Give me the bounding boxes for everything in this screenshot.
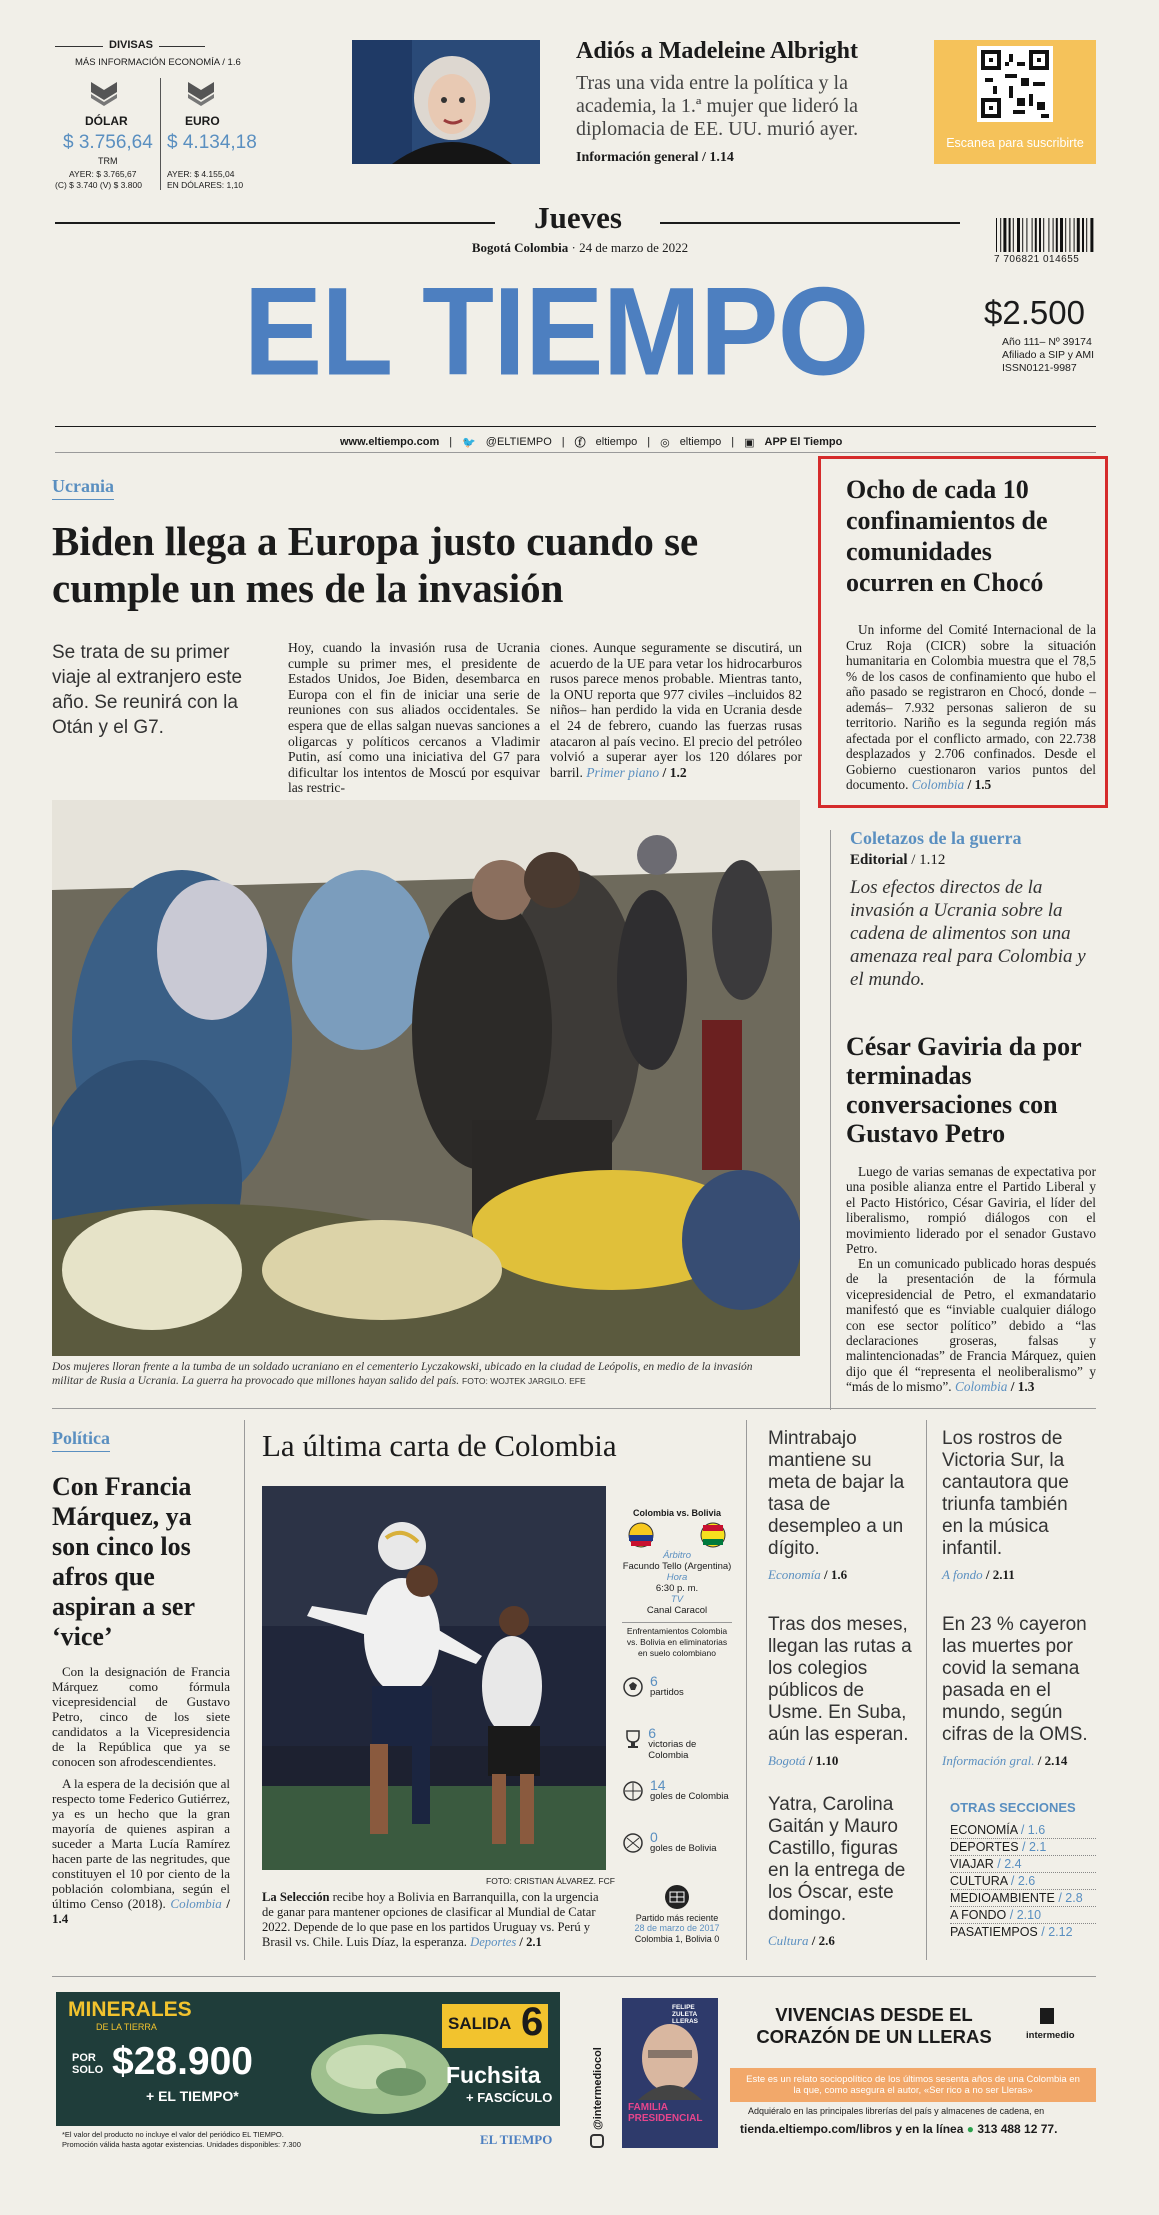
minerals-por: POR SOLO (72, 2052, 104, 2076)
brief-section: Cultura (768, 1933, 809, 1948)
barcode-bar (1022, 218, 1023, 252)
gaviria-p2 (846, 1256, 1096, 1395)
football-photo (262, 1486, 606, 1870)
masthead-nameplate[interactable]: EL TIEMPO (243, 262, 869, 402)
barcode-bar (1082, 218, 1084, 252)
football-credit: FOTO: CRISTIAN ÁLVAREZ. FCF (486, 1876, 615, 1886)
minerals-title: MINERALES (68, 1998, 192, 2021)
politica-ref-section: Colombia (170, 1896, 222, 1911)
brief-text: En 23 % cayeron las muertes por covid la semana pasada en el mundo, según cifras de la OMS. (942, 1614, 1088, 1745)
lead-kicker[interactable]: Ucrania (52, 476, 114, 500)
brief-page: / 2.14 (1037, 1753, 1068, 1768)
barcode-bar (1056, 218, 1058, 252)
instagram-icon (590, 2134, 604, 2148)
referee-label: Árbitro (663, 1550, 691, 1561)
brief-page: / 2.6 (811, 1933, 835, 1948)
twitter-icon: 🐦 (462, 436, 476, 449)
politica-p2-text: A la espera de la decisión que al respecto tome Federico Gutiérrez, ya es un hecho que la gran mayoría de quienes aspiran a suceder a Marta Lucía Ramírez hacen parte de las negritudes, que constituyen el 10 por ciento de la población colombiana, según el último Censo (2018). (52, 1776, 230, 1911)
lead-caption-text: Dos mujeres lloran frente a la tumba de un soldado ucraniano en el cementerio Lyczakowski, ubicado en la ciudad de Leópolis, en medio de la invasión militar de Rusia a Ucrania. La guerra ha provocado que millones hayan salido del país. (52, 1361, 753, 1387)
teaser-ref[interactable]: Información general / 1.14 (576, 150, 734, 165)
stat-value: 6 (650, 1673, 658, 1689)
gaviria-ref-section: Colombia (954, 1379, 1008, 1395)
tier2-rule (52, 1408, 1096, 1409)
book-title: FAMILIA PRESIDENCIAL (628, 2102, 703, 2124)
dollar-trm: TRM (98, 156, 118, 166)
gaviria-ref-page: / 1.3 (1010, 1379, 1035, 1395)
h2h-title: Enfrentamientos Colombia vs. Bolivia en eliminatorias en suelo colombiano (622, 1622, 732, 1659)
stadium-icon (664, 1884, 690, 1910)
teaser-title[interactable]: Adiós a Madeleine Albright (576, 38, 859, 64)
currency-divider (160, 78, 161, 190)
brief-text: Tras dos meses, llegan las rutas a los colegios públicos de Usme. En Suba, aún las esperan. (768, 1614, 912, 1745)
football-ref-page: / 2.1 (519, 1935, 542, 1949)
minerals-ad[interactable] (56, 1992, 560, 2126)
section-page: / 1.6 (1020, 1823, 1046, 1837)
time-label: Hora (666, 1572, 688, 1583)
stat-value: 14 (650, 1777, 666, 1793)
minerals-fine1: *El valor del producto no incluye el valor del periódico EL TIEMPO. (62, 2130, 284, 2139)
dollar-value: $ 3.756,64 (63, 132, 153, 153)
book-shop: tienda.eltiempo.com/libros y en la línea (740, 2122, 964, 2136)
stat-list (622, 1673, 732, 1884)
instagram-link[interactable]: eltiempo (679, 436, 722, 448)
editorial-label: Editorial (850, 852, 908, 868)
barcode-bar (1060, 218, 1063, 252)
right-column-rule (830, 830, 831, 1410)
minerals-subtitle: DE LA TIERRA (96, 2022, 157, 2032)
masthead-year-issue: Año 111– Nº 39174 (1002, 336, 1092, 348)
football-headline[interactable]: La última carta de Colombia (262, 1428, 617, 1463)
lead-deck: Se trata de su primer viaje al extranjero este año. Se reunirá con la Otán y el G7. (52, 642, 243, 738)
politica-p2 (52, 1776, 230, 1926)
colombia-flag-icon (628, 1522, 654, 1548)
currency-box (55, 38, 257, 193)
stat-label: partidos (650, 1687, 684, 1698)
mineral-stone-icon (306, 2022, 456, 2118)
section-link[interactable] (950, 1924, 1096, 1940)
recent-label: Partido más reciente (635, 1912, 719, 1923)
masthead-location: Bogotá Colombia (471, 240, 569, 255)
masthead-bottom-rule (55, 426, 1096, 427)
app-icon: ▣ (744, 436, 755, 449)
section-link[interactable] (950, 1839, 1096, 1856)
dollar-label: DÓLAR (85, 114, 128, 128)
minerals-mineral: Fuchsita (446, 2062, 541, 2088)
stat-item (622, 1673, 732, 1728)
section-link[interactable] (950, 1873, 1096, 1890)
lead-col1: Hoy, cuando la invasión rusa de Ucrania cumple su primer mes, el presidente de Estados Unidos, Joe Biden, desembarca en Europa con el fin de iniciar una serie de reuniones con sus aliados occidentales. Se espera que de ellas salgan nuevas sanciones a oligarcas y políticos cercanos a Vladimir Putin, así como una iniciativa del G7 para dificultar los intentos de Moscú por esquivar las restric- (288, 640, 540, 796)
barcode-bar (1077, 218, 1080, 252)
football-caption-bold: La Selección (262, 1890, 330, 1904)
facebook-icon: ⓕ (574, 437, 586, 449)
brief-section: A fondo (942, 1567, 983, 1582)
brief-section: Bogotá (768, 1753, 806, 1768)
facebook-link[interactable]: eltiempo (595, 436, 638, 448)
barcode-bar (1017, 218, 1020, 252)
minerals-brand: EL TIEMPO (480, 2132, 553, 2147)
editorial-page: / 1.12 (911, 852, 946, 868)
section-page: / 2.8 (1058, 1891, 1083, 1905)
match-sidebar (622, 1508, 732, 1659)
book-cover[interactable] (622, 1998, 718, 2148)
football-ref-section: Deportes (470, 1935, 517, 1949)
euro-arrow-icon (186, 80, 216, 111)
barcode-bar (996, 218, 997, 252)
referee-value: Facundo Tello (Argentina) (622, 1561, 732, 1572)
gaviria-ref[interactable] (955, 1379, 1034, 1394)
barcode-number: 7 706821 014655 (994, 254, 1080, 265)
stat-item (622, 1829, 732, 1884)
barcode-bar (1053, 218, 1054, 252)
lead-col2-text: ciones. Aunque seguramente se discutirá, un acuerdo de la UE para vetar los hidrocarburos rusos parece menos probable. Mientras tanto, la ONU reporta que 977 civiles –incluidos 82 niños– han perdido la vida en Ucrania desde el 24 de febrero, cuando las fuerzas rusas atacaron al país vecino. El precio del petróleo volvió a superar ayer los 120 dólares por barril. (550, 640, 802, 780)
barcode-bar (1048, 218, 1049, 252)
barcode-bar (1043, 218, 1044, 252)
whatsapp-icon: ● (966, 2122, 974, 2136)
politica-ref-page: / 1.4 (52, 1896, 231, 1926)
brief-ref (768, 1930, 918, 1952)
section-page: / 2.10 (1009, 1908, 1042, 1922)
barcode-bar (1009, 218, 1011, 252)
brief-ref (768, 1564, 918, 1586)
masthead-rule-right (660, 222, 960, 224)
brief-page: / 1.6 (823, 1567, 848, 1582)
teaser-text: Tras una vida entre la política y la academia, la 1.ª mujer que lideró la diplomacia de EE. UU. murió ayer. (576, 72, 859, 140)
euro-value: $ 4.134,18 (167, 132, 257, 153)
qr-caption: Escanea para suscribirte (946, 136, 1084, 150)
barcode-bar (1090, 218, 1093, 252)
brief-ref (942, 1750, 1092, 1772)
stat-value: 6 (648, 1725, 657, 1741)
brief-ref (768, 1750, 918, 1772)
gaviria-p2-text: En un comunicado publicado horas después de la presentación de la fórmula vicepresidencial de Petro, el exmandatario manifestó que es “inviable cualquier diálogo con ese sector político” debido a “las declaraciones groseras, falsas y malintencionadas” de Francia Márquez, quien dijo que él “representa el neoliberalismo” y “más de lo mismo”. (846, 1256, 1096, 1395)
tv-value: Canal Caracol (646, 1605, 708, 1616)
gaviria-headline[interactable]: César Gaviria da por terminadas conversaciones con Gustavo Petro (846, 1032, 1082, 1148)
lead-photo (52, 800, 800, 1356)
recent-match (622, 1884, 732, 1944)
section-name: PASATIEMPOS (950, 1925, 1038, 1939)
stat-label: victorias de Colombia (648, 1739, 697, 1761)
section-link[interactable] (950, 1907, 1096, 1924)
choco-ref[interactable] (912, 777, 991, 792)
qr-box[interactable] (934, 40, 1096, 164)
brief-page: / 1.10 (808, 1753, 839, 1768)
brief-victoria-sur[interactable] (942, 1428, 1092, 1586)
social-links: www.eltiempo.com | 🐦 @ELTIEMPO | ⓕ eltiempo | ◎ eltiempo | ▣ APP El Tiempo (340, 436, 843, 449)
salida-label: SALIDA (448, 2014, 512, 2033)
briefs-mid-rule (926, 1420, 927, 1960)
gaviria-p1: Luego de varias semanas de expectativa por una posible alianza entre el Partido Liberal y el Pacto Histórico, César Gaviria, el líder del liberalismo, rompió diálogos con el movimiento liderado por el senador Gustavo Petro. (846, 1164, 1096, 1257)
barcode-bar (1039, 218, 1041, 252)
euro-yesterday: AYER: $ 4.155,04 (167, 169, 235, 179)
website-link[interactable]: www.eltiempo.com (340, 436, 440, 448)
choco-text-body: Un informe del Comité Internacional de la Cruz Roja (CICR) sobre la situación humanitaria en Colombia muestra que el 78,5 % de los casos de confinamiento que hubo el año pasado se registraron en Chocó, donde –además– 7.932 personas salieron de su territorio. Nariño es la segunda región más afectada por el conflicto armado, con 22.738 desplazados y 2.706 confinados. Desde el Gobierno cuestionaron varios puntos del documento. (846, 622, 1096, 792)
lead-ref[interactable] (586, 765, 686, 780)
section-page: / 2.4 (997, 1857, 1022, 1871)
book-phone: 313 488 12 77. (977, 2122, 1058, 2136)
app-link[interactable]: APP El Tiempo (764, 436, 843, 448)
book-author: FELIPE ZULETA LLERAS (672, 2004, 698, 2025)
politica-kicker[interactable]: Política (52, 1428, 110, 1452)
publisher-logo-icon (1040, 2008, 1054, 2024)
masthead-price: $2.500 (984, 294, 1085, 331)
masthead-date: · 24 de marzo de 2022 (571, 240, 689, 255)
editorial-text: Los efectos directos de la invasión a Ucrania sobre la cadena de alimentos son una amenaza real para Colombia y el mundo. (850, 877, 1086, 990)
brief-oscar[interactable] (768, 1794, 918, 1952)
other-sections-title: OTRAS SECCIONES (950, 1800, 1076, 1815)
masthead-issn: ISSN0121-9987 (1002, 362, 1077, 374)
recent-date: 28 de marzo de 2017 (634, 1923, 720, 1933)
barcode-bar (1074, 218, 1075, 252)
brief-text: Los rostros de Victoria Sur, la cantautora que triunfa también en la música infantil. (942, 1428, 1069, 1559)
stat-item (622, 1777, 732, 1832)
politica-rule (244, 1420, 245, 1960)
stat-label: goles de Colombia (650, 1791, 729, 1802)
masthead-rule-left (55, 222, 495, 224)
politica-p1: Con la designación de Francia Márquez como fórmula vicepresidencial de Gustavo Petro, cinco de los siete candidatos a la Vicepresidencia de la República que ya se conocen son afrodescendientes. (52, 1664, 230, 1769)
match-flags (628, 1522, 726, 1548)
brief-covid[interactable] (942, 1614, 1092, 1772)
stat-item (622, 1725, 732, 1780)
minerals-fasciculo: + FASCÍCULO (466, 2090, 553, 2105)
masthead-affiliation: Afiliado a SIP y AMI (1002, 349, 1095, 361)
section-name: CULTURA (950, 1874, 1008, 1888)
brief-ref (942, 1564, 1092, 1586)
match-title: Colombia vs. Bolivia (632, 1508, 722, 1518)
lead-headline[interactable]: Biden llega a Europa justo cuando se cumple un mes de la invasión (52, 518, 699, 611)
book-availability: Adquiéralo en las principales librerías del país y almacenes de cadena, en (748, 2106, 1045, 2116)
section-link[interactable] (950, 1822, 1096, 1839)
barcode-bar (1035, 218, 1037, 252)
barcode-bar (1000, 218, 1001, 252)
dollar-arrow-icon (89, 80, 119, 111)
brief-text: Mintrabajo mantiene su meta de bajar la tasa de desempleo a un dígito. (768, 1428, 905, 1559)
instagram-icon: ◎ (660, 436, 670, 449)
qr-code-icon (977, 46, 1053, 122)
section-name: A FONDO (950, 1908, 1007, 1922)
football-caption-text: recibe hoy a Bolivia en Barranquilla, con la urgencia de ganar para mantener opciones de clasificar al Mundial de Catar 2022. Depende de lo que pase en los partidos Uruguay vs. Perú y Brasil vs. Chile. Luis Díaz, la esperanza. (262, 1890, 599, 1949)
choco-text (846, 622, 1096, 793)
stat-value: 0 (650, 1829, 658, 1845)
politica-headline[interactable]: Con Francia Márquez, ya son cinco los afros que aspiran a ser ‘vice’ (52, 1472, 195, 1651)
dollar-cv: (C) $ 3.740 (V) $ 3.800 (55, 180, 142, 190)
author-portrait (626, 2020, 714, 2100)
section-name: ECONOMÍA (950, 1823, 1018, 1837)
goal-icon (622, 1832, 644, 1854)
tv-label: TV (670, 1594, 684, 1605)
dollar-yesterday: AYER: $ 3.765,67 (69, 169, 137, 179)
brief-section: Información gral. (942, 1753, 1035, 1768)
lead-col2 (550, 640, 802, 780)
book-banner: Este es un relato sociopolítico de los últimos sesenta años de una Colombia en la que, como asegura el autor, «Ser rico a no ser Lleras» (730, 2068, 1096, 2102)
barcode (996, 218, 1096, 258)
section-name: DEPORTES (950, 1840, 1019, 1854)
section-link[interactable] (950, 1856, 1096, 1873)
minerals-fine2: Promoción válida hasta agotar existencias. Unidades disponibles: 7.300 (62, 2140, 301, 2149)
euro-label: EURO (185, 114, 220, 128)
albright-photo (352, 40, 540, 164)
section-page: / 2.6 (1010, 1874, 1036, 1888)
twitter-link[interactable]: @ELTIEMPO (485, 436, 552, 448)
barcode-bar (1032, 218, 1033, 252)
other-sections (950, 1800, 1096, 1940)
time-value: 6:30 p. m. (655, 1583, 699, 1594)
links-bottom-rule (55, 452, 1096, 453)
brief-page: / 2.11 (985, 1567, 1015, 1582)
lead-photo-credit: FOTO: WOJTEK JARGILO. EFE (462, 1376, 586, 1386)
salida-number: 6 (521, 2000, 544, 2044)
barcode-bar (1086, 218, 1087, 252)
trophy-icon (622, 1728, 642, 1750)
brief-mintrabajo[interactable] (768, 1428, 918, 1586)
football-ref[interactable] (470, 1935, 542, 1949)
euro-dollars: EN DÓLARES: 1,10 (167, 180, 244, 190)
lead-caption (52, 1360, 772, 1388)
lead-ref-page: / 1.2 (662, 764, 687, 780)
barcode-bar (1026, 218, 1027, 252)
choco-ref-section: Colombia (911, 777, 965, 792)
ball-icon (622, 1676, 644, 1698)
brief-text: Yatra, Carolina Gaitán y Mauro Castillo, figuras en la entrega de los Óscar, este domingo. (768, 1794, 906, 1925)
section-page: / 2.12 (1041, 1925, 1073, 1939)
football-caption (262, 1890, 608, 1950)
section-link[interactable] (950, 1890, 1096, 1907)
minerals-price: $28.900 (112, 2040, 253, 2083)
editorial-label-line[interactable] (850, 852, 945, 869)
section-name: MEDIOAMBIENTE (950, 1891, 1055, 1905)
currency-more-info[interactable]: MÁS INFORMACIÓN ECONOMÍA / 1.6 (75, 57, 241, 68)
editorial-kicker[interactable]: Coletazos de la guerra (850, 828, 1022, 848)
book-publisher: intermedio (1026, 2030, 1075, 2041)
goal-icon (622, 1780, 644, 1802)
recent-result: Colombia 1, Bolivia 0 (634, 1933, 720, 1944)
brief-section: Economía (768, 1567, 821, 1582)
masthead-day: Jueves (534, 200, 622, 235)
barcode-bar (1013, 218, 1014, 252)
bolivia-flag-icon (700, 1522, 726, 1548)
section-page: / 2.1 (1022, 1840, 1047, 1854)
currency-title: DIVISAS (103, 39, 159, 51)
briefs-rule (746, 1420, 747, 1960)
book-handle[interactable]: @intermediocol (592, 2047, 604, 2130)
minerals-plus: + EL TIEMPO* (146, 2088, 239, 2104)
barcode-bar (1003, 218, 1006, 252)
barcode-bar (1069, 218, 1070, 252)
barcode-bar (1065, 218, 1066, 252)
choco-headline[interactable]: Ocho de cada 10 confinamientos de comunidades ocurren en Chocó (846, 475, 1048, 597)
book-headline: VIVENCIAS DESDE EL CORAZÓN DE UN LLERAS (756, 2004, 992, 2047)
choco-ref-page: / 1.5 (967, 777, 992, 792)
stat-label: goles de Bolivia (650, 1843, 717, 1854)
section-name: VIAJAR (950, 1857, 994, 1871)
brief-usme[interactable] (768, 1614, 918, 1772)
lead-ref-section: Primer piano (586, 764, 660, 780)
book-shop-line[interactable] (740, 2122, 1057, 2136)
ads-rule (52, 1976, 1096, 1977)
